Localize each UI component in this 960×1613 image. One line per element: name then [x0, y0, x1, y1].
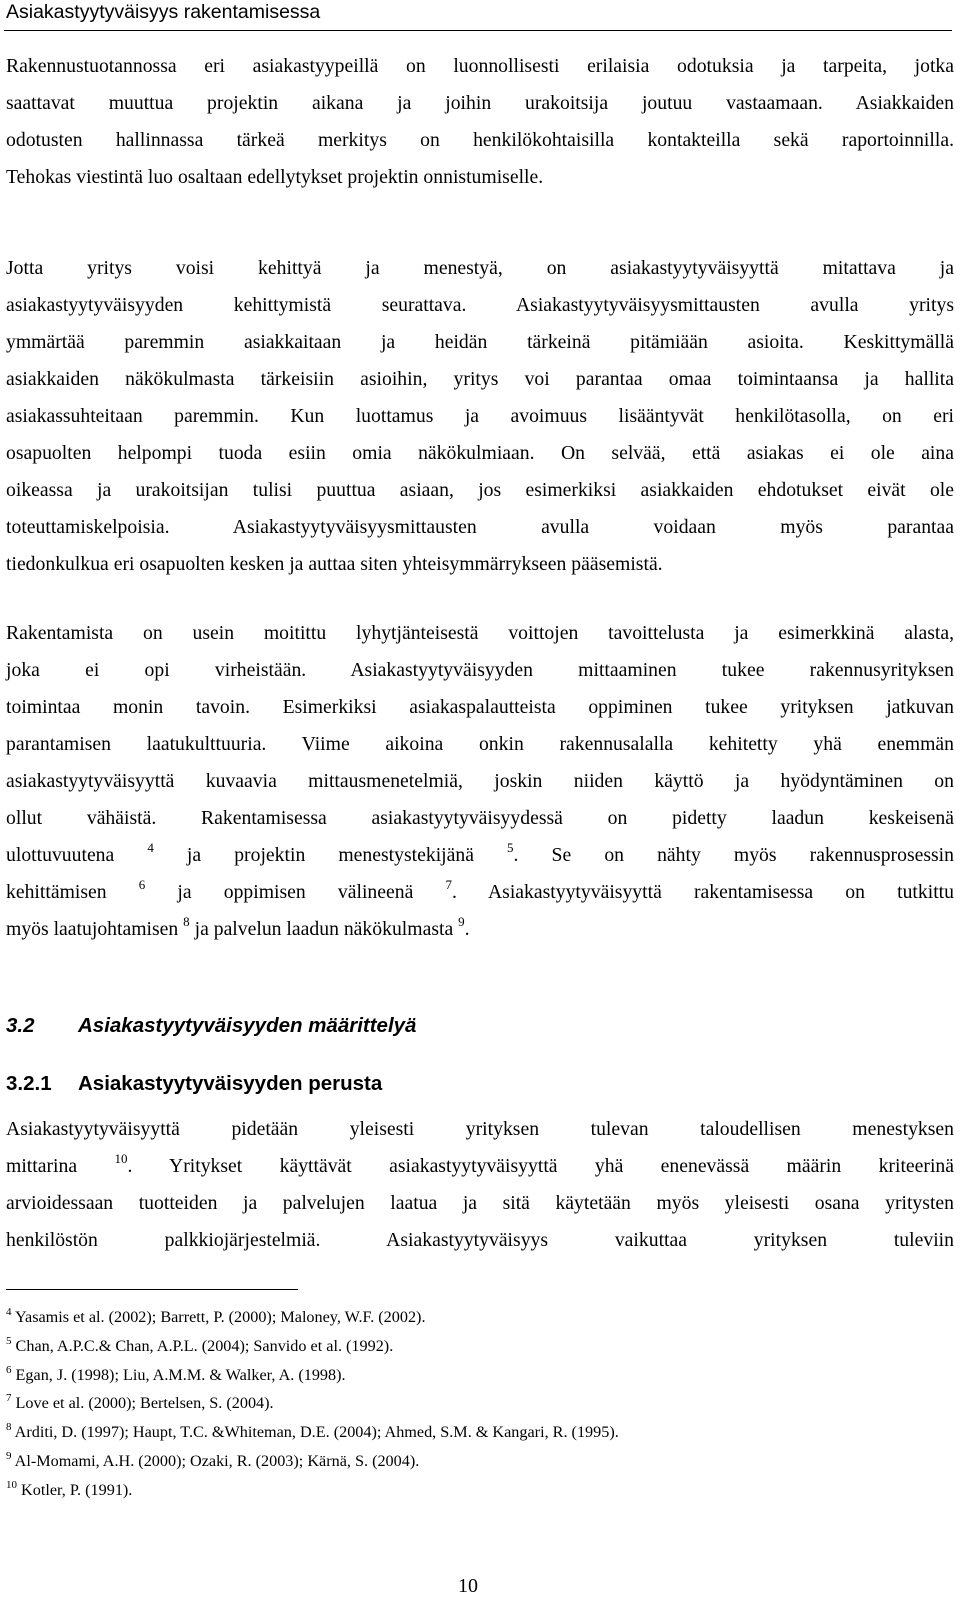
text-line: Asiakastyytyväisyyttä pidetään yleisesti yrityksen tulevan taloudellisen menestyksen — [6, 1118, 954, 1140]
text-run: ja projektin menestystekijänä — [153, 844, 508, 866]
text-line: Rakentamista on usein moitittu lyhytjänteisestä voittojen tavoittelusta ja esimerkkinä alasta, — [6, 622, 954, 644]
text-line — [6, 911, 954, 948]
footnote-text: Chan, A.P.C.& Chan, A.P.L. (2004); Sanvido et al. (1992). — [11, 1336, 394, 1355]
text-line: henkilöstön palkkiojärjestelmiä. Asiakastyytyväisyys vaikuttaa yrityksen tuleviin — [6, 1229, 954, 1251]
text-line: Rakennustuotannossa eri asiakastyypeillä on luonnollisesti erilaisia odotuksia ja tarpeita, jotka — [6, 55, 954, 77]
header-rule — [4, 30, 952, 31]
footnote-ref: 8 — [183, 914, 190, 929]
footnote — [6, 1418, 946, 1447]
text-line: arvioidessaan tuotteiden ja palvelujen laatua ja sitä käytetään myös yleisesti osana yritysten — [6, 1192, 954, 1214]
footnote-number: 8 — [6, 1421, 12, 1434]
footnote — [6, 1389, 946, 1418]
text-run: kehittämisen — [6, 881, 139, 903]
footnote-ref: 6 — [138, 877, 146, 892]
section-title: Asiakastyytyväisyyden määrittelyä — [78, 1014, 417, 1037]
subsection-heading — [6, 1069, 382, 1099]
text-line: odotusten hallinnassa tärkeä merkitys on henkilökohtaisilla kontakteilla sekä raportoinnilla. — [6, 129, 954, 151]
paragraph-4 — [6, 1111, 954, 1259]
page-number: 10 — [458, 1575, 478, 1597]
text-line: ymmärtää paremmin asiakkaitaan ja heidän tärkeinä pitämiään asioita. Keskittymällä — [6, 331, 954, 353]
footnote-number: 7 — [6, 1392, 12, 1405]
footnote-text: Love et al. (2000); Bertelsen, S. (2004). — [11, 1394, 274, 1413]
text-run: . — [464, 918, 470, 940]
subsection-number: 3.2.1 — [6, 1072, 52, 1095]
footnote-text: Yasamis et al. (2002); Barrett, P. (2000); Maloney, W.F. (2002). — [11, 1308, 426, 1326]
text-line: oikeassa ja urakoitsijan tulisi puuttua asiaan, jos esimerkiksi asiakkaiden ehdotukset eivät ole — [6, 479, 954, 501]
text-run: ulottuvuutena — [6, 844, 148, 866]
section-number: 3.2 — [6, 1014, 35, 1037]
text-run: . Yritykset käyttävät asiakastyytyväisyyttä yhä enenevässä määrin kriteerinä — [127, 1155, 954, 1177]
text-line: joka ei opi virheistään. Asiakastyytyväisyyden mittaaminen tukee rakennusyrityksen — [6, 659, 954, 681]
footnote — [6, 1332, 946, 1361]
text-line: toimintaa monin tavoin. Esimerkiksi asiakaspalautteista oppiminen tukee yrityksen jatkuvan — [6, 696, 954, 718]
footnote-ref: 7 — [445, 877, 452, 892]
footnote-ref: 10 — [114, 1151, 128, 1166]
text-run: mittarina — [6, 1155, 115, 1177]
text-line — [6, 837, 954, 874]
text-line: asiakkaiden näkökulmasta tärkeisiin asioihin, yritys voi parantaa omaa toimintaansa ja hallita — [6, 368, 954, 390]
text-line — [6, 874, 954, 911]
paragraph-2 — [6, 250, 954, 583]
footnote — [6, 1476, 946, 1505]
text-run: . Se on nähty myös rakennusprosessin — [513, 844, 954, 866]
footnote-ref: 5 — [507, 840, 514, 855]
footnote — [6, 1361, 946, 1390]
text-run: myös laatujohtamisen — [6, 918, 184, 940]
text-line: ollut vähäistä. Rakentamisessa asiakastyytyväisyydessä on pidetty laadun keskeisenä — [6, 807, 954, 829]
text-run: ja oppimisen välineenä — [145, 881, 446, 903]
text-run: . Asiakastyytyväisyyttä rakentamisessa on tutkittu — [451, 881, 954, 903]
paragraph-1 — [6, 48, 954, 196]
footnotes — [6, 1303, 946, 1505]
section-heading — [6, 1011, 416, 1041]
footnote-number: 4 — [6, 1306, 12, 1318]
paragraph-3 — [6, 615, 954, 948]
text-line: asiakastyytyväisyyttä kuvaavia mittausmenetelmiä, joskin niiden käyttö ja hyödyntäminen on — [6, 770, 954, 792]
footnote — [6, 1303, 946, 1332]
text-line: toteuttamiskelpoisia. Asiakastyytyväisyysmittausten avulla voidaan myös parantaa — [6, 516, 954, 538]
footnote-number: 10 — [6, 1478, 17, 1491]
text-line: asiakassuhteitaan paremmin. Kun luottamus ja avoimuus lisääntyvät henkilötasolla, on eri — [6, 405, 954, 427]
footnote-ref: 9 — [458, 914, 465, 929]
running-header: Asiakastyytyväisyys rakentamisessa — [6, 1, 321, 23]
text-line: Jotta yritys voisi kehittyä ja menestyä, on asiakastyytyväisyyttä mitattava ja — [6, 257, 954, 279]
text-line — [6, 1148, 954, 1185]
text-line: asiakastyytyväisyyden kehittymistä seurattava. Asiakastyytyväisyysmittausten avulla yritys — [6, 294, 954, 316]
footnote-separator — [6, 1289, 298, 1290]
footnote-text: Arditi, D. (1997); Haupt, T.C. &Whiteman, D.E. (2004); Ahmed, S.M. & Kangari, R. (1995). — [11, 1423, 619, 1442]
footnote — [6, 1447, 946, 1476]
footnote-text: Al-Momami, A.H. (2000); Ozaki, R. (2003); Kärnä, S. (2004). — [11, 1451, 420, 1470]
text-line: osapuolten helpompi tuoda esiin omia näkökulmiaan. On selvää, että asiakas ei ole aina — [6, 442, 954, 464]
subsection-title: Asiakastyytyväisyyden perusta — [78, 1072, 383, 1095]
footnote-text: Egan, J. (1998); Liu, A.M.M. & Walker, A. (1998). — [11, 1365, 346, 1384]
footnote-number: 5 — [6, 1334, 12, 1347]
text-line: Tehokas viestintä luo osaltaan edellytykset projektin onnistumiselle. — [6, 166, 544, 188]
text-line: tiedonkulkua eri osapuolten kesken ja auttaa siten yhteisymmärrykseen pääsemistä. — [6, 553, 663, 575]
text-line: parantamisen laatukulttuuria. Viime aikoina onkin rakennusalalla kehitetty yhä enemmän — [6, 733, 954, 755]
text-run: ja palvelun laadun näkökulmasta — [189, 918, 459, 940]
footnote-ref: 4 — [147, 840, 154, 855]
footnote-text: Kotler, P. (1991). — [17, 1480, 133, 1499]
footnote-number: 6 — [6, 1363, 12, 1376]
text-line: saattavat muuttua projektin aikana ja joihin urakoitsija joutuu vastaamaan. Asiakkaiden — [6, 92, 954, 114]
footnote-number: 9 — [6, 1449, 12, 1462]
